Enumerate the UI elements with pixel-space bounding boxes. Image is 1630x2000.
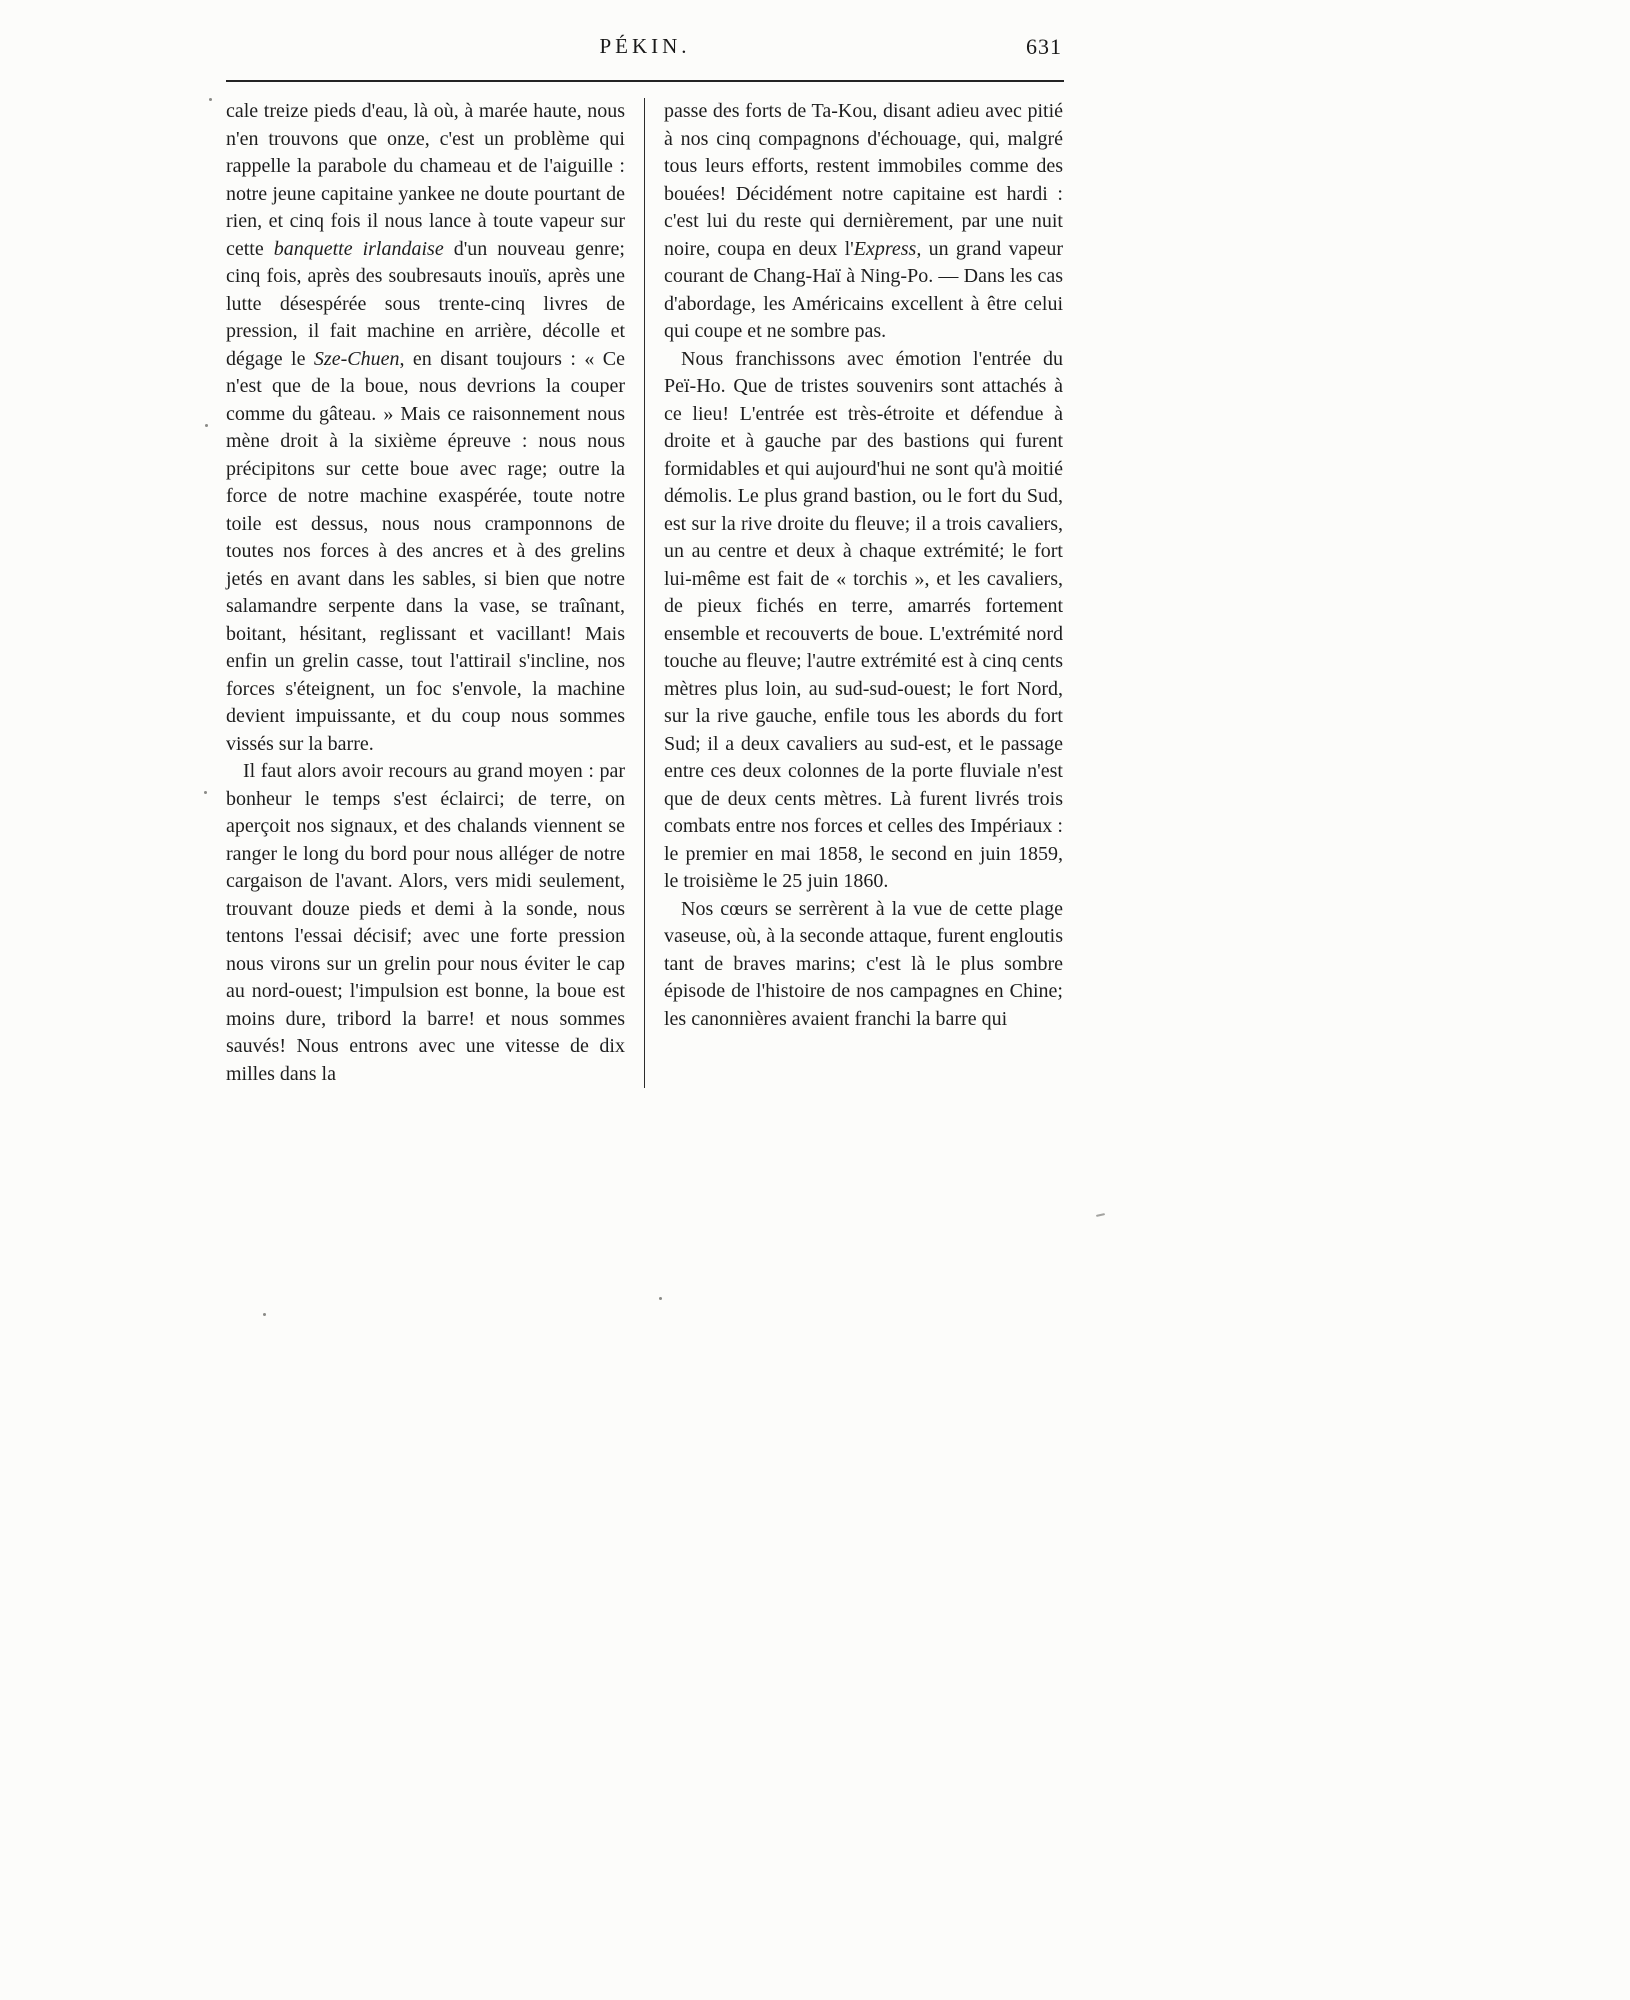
column-right [664,98,1063,1088]
scan-artifact [1096,1213,1105,1217]
scan-artifact [209,98,212,101]
scan-artifact [263,1313,266,1316]
page-content [226,34,1064,1088]
page-number: 631 [1026,34,1062,59]
text-segment: Nos cœurs se serrèrent à la vue de cette plage vaseuse, où, à la seconde attaque, furent engloutis tant de braves marins; c'est là le plus sombre épisode de l'histoire de nos campagnes en Chine; les canonnières avaient franchi la barre qui [664,897,1063,1030]
text-segment: un grand vapeur courant de Chang-Haï à Ning-Po. — Dans les cas d'abordage, les Américains excellent à être celui qui coupe et ne sombre pas. [664,237,1064,342]
paragraph [664,346,1063,896]
paragraph [664,896,1063,1034]
text-segment: Nous franchissons avec émotion l'entrée du Peï-Ho. Que de tristes souvenirs sont attachés à ce lieu! L'entrée est très-étroite et défendue à droite et à gauche par des bastions qui furent formidables et qui aujourd'hui ne sont qu'à moitié démolis. Le plus grand bastion, ou le fort du Sud, est sur la rive droite du fleuve; il a trois cavaliers, un au centre et deux à chaque extrémité; le fort lui-même est fait de « torchis », et les cavaliers, de pieux fichés en terre, amarrés fortement ensemble et recouverts de boue. L'extrémité nord touche au fleuve; l'autre extrémité est à cinq cents mètres plus loin, au sud-sud-ouest; le fort Nord, sur la rive gauche, enfile tous les abords du fort Sud; il a deux cavaliers au sud-est, et le passage entre ces deux colonnes de la porte fluviale n'est que de deux cents mètres. Là furent livrés trois combats entre nos forces et celles des Impériaux : le premier en mai 1858, le second en juin 1859, le troisième le 25 juin 1860. [664,347,1063,892]
text-segment: Il faut alors avoir recours au grand moyen : par bonheur le temps s'est éclairci; de terre, on aperçoit nos signaux, et des chalands viennent se ranger le long du bord pour nous alléger de notre cargaison de l'avant. Alors, vers midi seulement, trouvant douze pieds et demi à la sonde, nous tentons l'essai décisif; avec une forte pression nous virons sur un grelin pour nous éviter le cap au nord-ouest; l'impulsion est bonne, la boue est moins dure, tribord la barre! et nous sommes sauvés! Nous entrons avec une vitesse de dix milles dans la [226,760,625,1085]
page-title: PÉKIN. [599,34,691,58]
text-segment: , en disant toujours : « Ce n'est que de la boue, nous devrions la couper comme du gâteau. » Mais ce raisonnement nous mène droit à la sixième épreuve : nous nous précipitons sur cette boue avec rage; outre la force de notre machine exaspérée, toute notre toile est dessus, nous nous cramponnons de toutes nos forces à des ancres et à des grelins jetés en avant dans les sables, si bien que notre salamandre serpente dans la vase, se traînant, boitant, hésitant, reglissant et vacillant! Mais enfin un grelin casse, tout l'attirail s'incline, nos forces s'éteignent, un foc s'envole, la machine devient impuissante, et du coup nous sommes vissés sur la barre. [226,347,625,755]
text-segment: cale treize pieds d'eau, là où, à marée haute, nous n'en trouvons que onze, c'est un problème qui rappelle la parabole du chameau et de l'aiguille : notre jeune capitaine yankee ne doute pourtant de rien, et cinq fois il nous lance à toute vapeur sur cette [226,100,625,260]
paragraph [226,98,625,758]
scan-artifact [205,424,208,427]
text-segment: passe des forts de Ta-Kou, disant adieu avec pitié à nos cinq compagnons d'échouage, qui, malgré tous leurs efforts, restent immobiles comme des bouées! Décidément notre capitaine est hardi : c'est lui du reste qui dernièrement, par une nuit noire, coupa en deux l' [664,100,1063,260]
scan-artifact [659,1297,662,1300]
paragraph [226,758,625,1088]
header-rule [226,80,1064,82]
italic-text-segment: Sze-Chuen [313,347,400,370]
italic-text-segment: Express, [853,237,922,260]
text-columns [226,98,1064,1088]
column-left [226,98,625,1088]
italic-text-segment: banquette irlandaise [273,237,444,260]
scan-artifact [204,791,207,794]
running-head [226,34,1064,68]
text-segment: d'un nouveau genre; cinq fois, après des soubresauts inouïs, après une lutte désespérée sous trente-cinq livres de pression, il fait machine en arrière, décolle et dégage le [226,237,625,370]
paragraph [664,98,1063,346]
column-divider [644,98,645,1088]
